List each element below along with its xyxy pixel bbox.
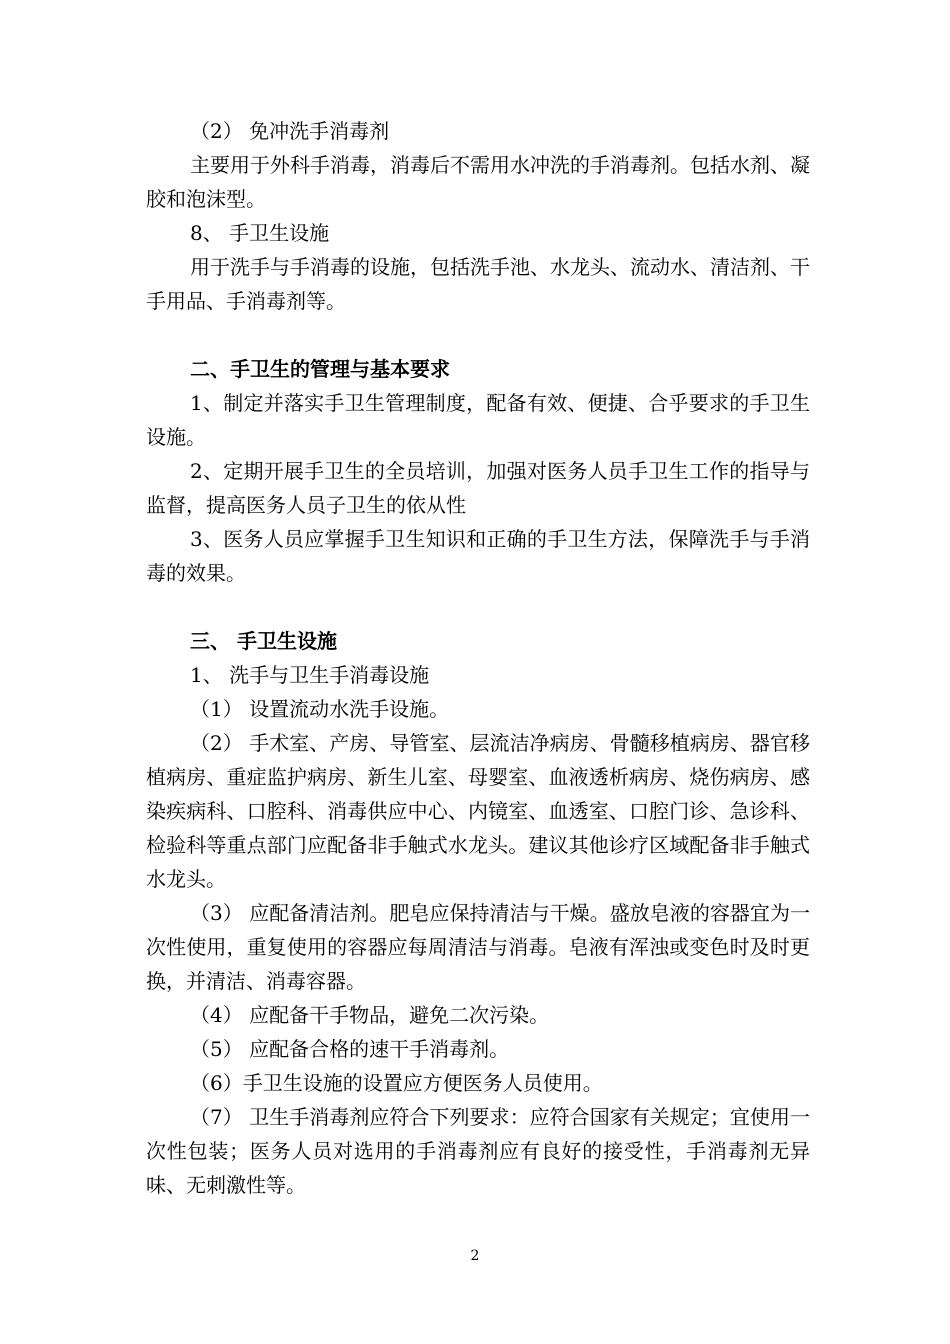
list-item: （4） 应配备干手物品，避免二次污染。: [190, 1003, 550, 1027]
page-number: 2: [470, 1248, 480, 1264]
section-heading: 二、手卫生的管理与基本要求: [190, 357, 450, 381]
sub-item-heading: 8、 手卫生设施: [190, 221, 330, 245]
list-item: （2） 手术室、产房、导管室、层流洁净病房、骨髓移植病房、器官移植病房、重症监护病房、新生儿室、母婴室、血液透析病房、烧伤病房、感染疾病科、口腔科、消毒供应中心、内镜室、血透室、口腔门诊、急诊科、检验科等重点部门应配备非手触式水龙头。建议其他诊疗区域配备非手触式水龙头。: [146, 731, 810, 891]
paragraph: 2、定期开展手卫生的全员培训，加强对医务人员手卫生工作的指导与监督，提高医务人员子卫生的依从性: [146, 459, 810, 517]
section-heading: 三、 手卫生设施: [190, 629, 337, 653]
page-body: [146, 114, 810, 1202]
paragraph: 3、医务人员应掌握手卫生知识和正确的手卫生方法，保障洗手与手消毒的效果。: [146, 527, 810, 585]
list-item: （6）手卫生设施的设置应方便医务人员使用。: [190, 1071, 603, 1095]
paragraph: 用于洗手与手消毒的设施，包括洗手池、水龙头、流动水、清洁剂、干手用品、手消毒剂等。: [146, 255, 810, 313]
list-item: （1） 设置流动水洗手设施。: [190, 697, 450, 721]
sub-item-heading: （2） 免冲洗手消毒剂: [190, 119, 390, 143]
list-item: （7） 卫生手消毒剂应符合下列要求：应符合国家有关规定；宜使用一次性包装；医务人员对选用的手消毒剂应有良好的接受性，手消毒剂无异味、无刺激性等。: [146, 1105, 810, 1197]
paragraph: 主要用于外科手消毒，消毒后不需用水冲洗的手消毒剂。包括水剂、凝胶和泡沫型。: [146, 153, 810, 211]
spacer: [146, 590, 810, 624]
list-item: （3） 应配备清洁剂。肥皂应保持清洁与干燥。盛放皂液的容器宜为一次性使用，重复使用的容器应每周清洁与消毒。皂液有浑浊或变色时及时更换，并清洁、消毒容器。: [146, 901, 810, 993]
paragraph: 1、制定并落实手卫生管理制度，配备有效、便捷、合乎要求的手卫生设施。: [146, 391, 810, 449]
list-item: （5） 应配备合格的速干手消毒剂。: [190, 1037, 510, 1061]
sub-item-heading: 1、 洗手与卫生手消毒设施: [190, 663, 430, 687]
spacer: [146, 318, 810, 352]
